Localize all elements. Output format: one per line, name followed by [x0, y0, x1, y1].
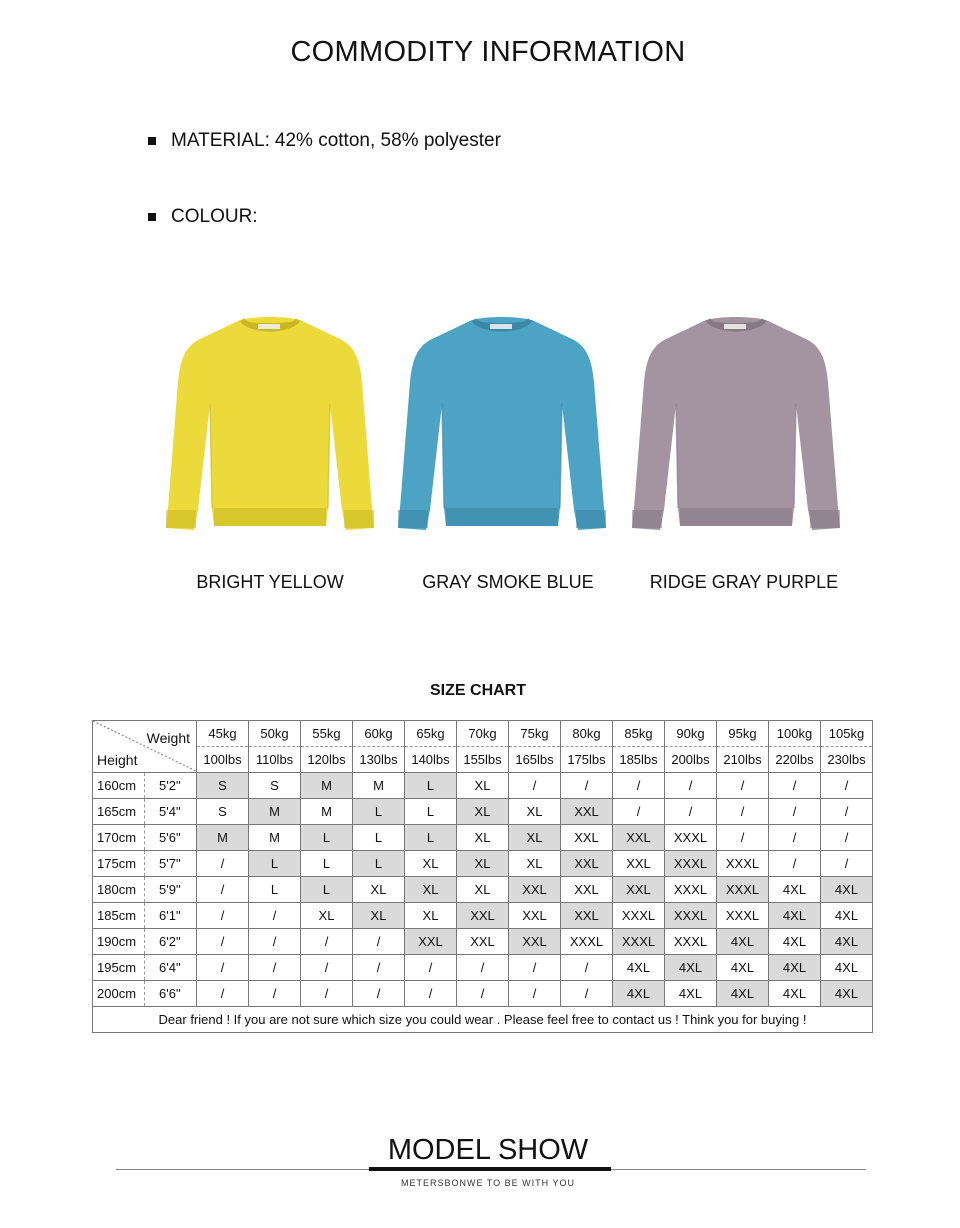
size-cell: XXL [457, 903, 509, 929]
size-cell: XL [405, 903, 457, 929]
size-cell: XXL [561, 851, 613, 877]
model-show-title: MODEL SHOW [387, 1134, 589, 1166]
size-cell: / [197, 929, 249, 955]
size-cell: M [249, 825, 301, 851]
size-cell: / [405, 955, 457, 981]
weight-lbs-cell: 185lbs [613, 747, 665, 773]
colour-name: RIDGE GRAY PURPLE [649, 572, 839, 592]
size-cell: XL [457, 851, 509, 877]
size-cell: XXL [561, 825, 613, 851]
size-cell: / [301, 929, 353, 955]
size-cell: / [249, 955, 301, 981]
weight-lbs-cell: 200lbs [665, 747, 717, 773]
size-cell: / [249, 929, 301, 955]
size-cell: / [665, 799, 717, 825]
size-cell: / [821, 851, 873, 877]
table-row [93, 877, 873, 903]
size-cell: XL [457, 877, 509, 903]
size-cell: L [249, 877, 301, 903]
size-cell: / [197, 851, 249, 877]
size-cell: XXXL [665, 877, 717, 903]
size-cell: 4XL [769, 877, 821, 903]
size-cell: / [717, 773, 769, 799]
size-cell: 4XL [821, 877, 873, 903]
weight-kg-cell: 70kg [457, 721, 509, 747]
size-cell: / [249, 903, 301, 929]
size-cell: XL [509, 825, 561, 851]
weight-kg-cell: 65kg [405, 721, 457, 747]
size-cell: / [353, 929, 405, 955]
size-cell: 4XL [717, 929, 769, 955]
weight-kg-cell: 105kg [821, 721, 873, 747]
weight-kg-cell: 90kg [665, 721, 717, 747]
size-cell: XXXL [561, 929, 613, 955]
size-cell: / [249, 981, 301, 1007]
size-cell: / [561, 773, 613, 799]
table-row [93, 955, 873, 981]
size-cell: XL [457, 799, 509, 825]
size-cell: / [561, 955, 613, 981]
size-cell: / [821, 799, 873, 825]
height-cm-cell: 170cm [93, 825, 145, 851]
size-cell: XL [405, 851, 457, 877]
size-cell: / [717, 799, 769, 825]
colour-row [148, 206, 258, 228]
weight-lbs-row [93, 747, 873, 773]
size-cell: XL [509, 799, 561, 825]
size-cell: / [353, 955, 405, 981]
size-cell: XXXL [665, 825, 717, 851]
size-cell: L [301, 825, 353, 851]
size-cell: / [769, 825, 821, 851]
size-cell: M [301, 773, 353, 799]
weight-lbs-cell: 155lbs [457, 747, 509, 773]
weight-kg-cell: 75kg [509, 721, 561, 747]
size-cell: 4XL [821, 903, 873, 929]
height-cm-cell: 200cm [93, 981, 145, 1007]
size-cell: L [405, 825, 457, 851]
height-ft-cell: 6'4" [145, 955, 197, 981]
size-cell: XXL [613, 877, 665, 903]
table-row [93, 799, 873, 825]
size-cell: L [353, 799, 405, 825]
weight-kg-cell: 55kg [301, 721, 353, 747]
size-cell: / [717, 825, 769, 851]
size-cell: / [197, 903, 249, 929]
size-chart-note: Dear friend ! If you are not sure which size you could wear . Please feel free to contact us ! Think you for buying ! [93, 1007, 873, 1033]
height-ft-cell: 6'2" [145, 929, 197, 955]
size-cell: 4XL [613, 981, 665, 1007]
brand-tagline: METERSBONWE TO BE WITH YOU [400, 1178, 576, 1188]
size-cell: XXL [457, 929, 509, 955]
size-cell: XL [353, 903, 405, 929]
weight-kg-cell: 50kg [249, 721, 301, 747]
size-cell: / [301, 981, 353, 1007]
size-cell: XXXL [665, 903, 717, 929]
size-cell: XXL [613, 825, 665, 851]
weight-kg-cell: 85kg [613, 721, 665, 747]
size-cell: M [301, 799, 353, 825]
size-cell: / [769, 851, 821, 877]
height-ft-cell: 5'4" [145, 799, 197, 825]
height-cm-cell: 190cm [93, 929, 145, 955]
size-cell: / [613, 773, 665, 799]
size-cell: S [249, 773, 301, 799]
size-cell: / [405, 981, 457, 1007]
size-cell: M [197, 825, 249, 851]
size-cell: 4XL [769, 981, 821, 1007]
height-cm-cell: 185cm [93, 903, 145, 929]
size-cell: S [197, 773, 249, 799]
size-cell: XXL [509, 877, 561, 903]
size-cell: 4XL [717, 981, 769, 1007]
weight-lbs-cell: 210lbs [717, 747, 769, 773]
table-row [93, 929, 873, 955]
size-cell: / [197, 955, 249, 981]
size-cell: XXXL [613, 903, 665, 929]
table-row [93, 773, 873, 799]
weight-lbs-cell: 130lbs [353, 747, 405, 773]
size-chart-table [92, 720, 873, 1033]
size-cell: XL [405, 877, 457, 903]
height-cm-cell: 165cm [93, 799, 145, 825]
size-cell: XXL [509, 929, 561, 955]
size-cell: L [301, 851, 353, 877]
weight-header: Weight [146, 730, 190, 746]
table-row [93, 903, 873, 929]
divider-accent [369, 1167, 611, 1171]
material-row [148, 130, 501, 152]
weight-kg-cell: 45kg [197, 721, 249, 747]
weight-lbs-cell: 100lbs [197, 747, 249, 773]
height-ft-cell: 6'1" [145, 903, 197, 929]
weight-lbs-cell: 110lbs [249, 747, 301, 773]
size-cell: / [197, 877, 249, 903]
size-cell: / [509, 955, 561, 981]
size-cell: XXXL [717, 903, 769, 929]
weight-lbs-cell: 165lbs [509, 747, 561, 773]
height-ft-cell: 5'7" [145, 851, 197, 877]
size-cell: L [353, 825, 405, 851]
colour-name: BRIGHT YELLOW [196, 572, 344, 592]
size-cell: XXL [561, 903, 613, 929]
size-cell: 4XL [665, 981, 717, 1007]
size-cell: / [197, 981, 249, 1007]
size-cell: / [613, 799, 665, 825]
height-cm-cell: 195cm [93, 955, 145, 981]
weight-lbs-cell: 220lbs [769, 747, 821, 773]
size-cell: / [457, 955, 509, 981]
weight-lbs-cell: 230lbs [821, 747, 873, 773]
table-row [93, 825, 873, 851]
size-cell: XXXL [665, 851, 717, 877]
size-cell: / [769, 799, 821, 825]
size-cell: 4XL [769, 929, 821, 955]
table-corner-cell [93, 721, 197, 773]
note-row [93, 1007, 873, 1033]
size-cell: XL [457, 773, 509, 799]
size-cell: L [405, 773, 457, 799]
size-cell: XXXL [717, 851, 769, 877]
size-cell: 4XL [769, 903, 821, 929]
size-cell: L [301, 877, 353, 903]
height-ft-cell: 5'9" [145, 877, 197, 903]
height-ft-cell: 5'2" [145, 773, 197, 799]
height-cm-cell: 180cm [93, 877, 145, 903]
size-cell: 4XL [665, 955, 717, 981]
size-cell: XL [353, 877, 405, 903]
weight-kg-cell: 80kg [561, 721, 613, 747]
weight-kg-cell: 100kg [769, 721, 821, 747]
size-cell: M [353, 773, 405, 799]
height-header: Height [97, 752, 138, 768]
height-ft-cell: 6'6" [145, 981, 197, 1007]
size-cell: 4XL [769, 955, 821, 981]
size-cell: XL [301, 903, 353, 929]
size-cell: L [249, 851, 301, 877]
material-label: MATERIAL: [171, 130, 270, 151]
size-cell: 4XL [821, 929, 873, 955]
size-cell: XL [509, 851, 561, 877]
size-cell: XXL [509, 903, 561, 929]
size-cell: 4XL [821, 955, 873, 981]
bullet-icon [148, 137, 156, 145]
size-chart-title: SIZE CHART [430, 682, 526, 699]
size-cell: XXXL [613, 929, 665, 955]
size-cell: 4XL [613, 955, 665, 981]
material-value: 42% cotton, 58% polyester [274, 130, 501, 151]
table-row [93, 851, 873, 877]
size-cell: / [561, 981, 613, 1007]
colour-label: COLOUR: [171, 206, 258, 227]
weight-kg-row [93, 721, 873, 747]
size-cell: 4XL [717, 955, 769, 981]
size-cell: / [353, 981, 405, 1007]
size-cell: / [301, 955, 353, 981]
size-cell: / [509, 773, 561, 799]
size-cell: / [457, 981, 509, 1007]
colour-name: GRAY SMOKE BLUE [422, 572, 594, 592]
size-cell: XXL [561, 877, 613, 903]
sweatshirt-image-blue[interactable] [392, 312, 612, 542]
size-cell: L [353, 851, 405, 877]
size-cell: / [665, 773, 717, 799]
height-cm-cell: 160cm [93, 773, 145, 799]
size-cell: S [197, 799, 249, 825]
bullet-icon [148, 213, 156, 221]
size-cell: 4XL [821, 981, 873, 1007]
weight-kg-cell: 60kg [353, 721, 405, 747]
size-cell: M [249, 799, 301, 825]
weight-lbs-cell: 175lbs [561, 747, 613, 773]
size-cell: XXL [613, 851, 665, 877]
sweatshirt-image-yellow[interactable] [160, 312, 380, 542]
size-cell: XXL [561, 799, 613, 825]
size-cell: / [769, 773, 821, 799]
sweatshirt-image-purple[interactable] [626, 312, 846, 542]
size-cell: XXL [405, 929, 457, 955]
page-title: COMMODITY INFORMATION [290, 36, 686, 68]
weight-kg-cell: 95kg [717, 721, 769, 747]
height-cm-cell: 175cm [93, 851, 145, 877]
size-cell: / [821, 825, 873, 851]
weight-lbs-cell: 120lbs [301, 747, 353, 773]
size-cell: XXXL [717, 877, 769, 903]
size-cell: / [821, 773, 873, 799]
size-cell: XXXL [665, 929, 717, 955]
size-cell: XL [457, 825, 509, 851]
table-row [93, 981, 873, 1007]
size-cell: L [405, 799, 457, 825]
weight-lbs-cell: 140lbs [405, 747, 457, 773]
height-ft-cell: 5'6" [145, 825, 197, 851]
size-cell: / [509, 981, 561, 1007]
